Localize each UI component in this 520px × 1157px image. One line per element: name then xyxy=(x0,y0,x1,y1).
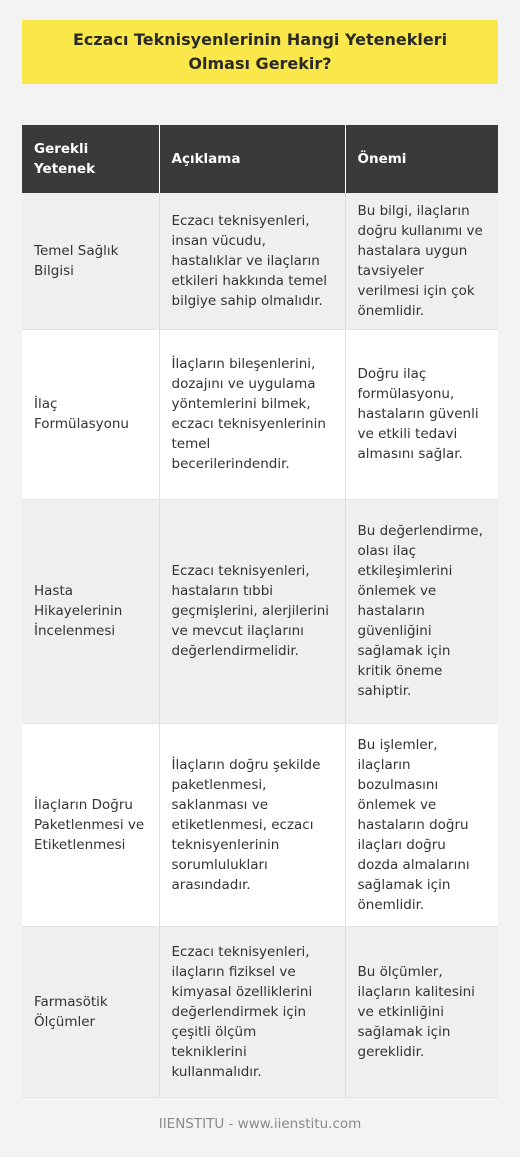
table-row xyxy=(22,723,498,926)
importance-cell: Doğru ilaç formülasyonu, hastaların güvenli ve etkili tedavi almasını sağlar. xyxy=(345,329,498,499)
skill-cell: İlaç Formülasyonu xyxy=(22,329,159,499)
importance-cell: Bu işlemler, ilaçların bozulmasını önlemek ve hastaların doğru ilaçları doğru dozda almalarını sağlamak için önemlidir. xyxy=(345,723,498,926)
skill-cell: Farmasötik Ölçümler xyxy=(22,926,159,1097)
table-row xyxy=(22,926,498,1097)
table-row xyxy=(22,499,498,723)
skill-cell: Temel Sağlık Bilgisi xyxy=(22,193,159,329)
description-cell: Eczacı teknisyenleri, ilaçların fiziksel ve kimyasal özelliklerini değerlendirmek için çeşitli ölçüm tekniklerini kullanmalıdır. xyxy=(159,926,345,1097)
skill-cell: İlaçların Doğru Paketlenmesi ve Etiketlenmesi xyxy=(22,723,159,926)
description-cell: Eczacı teknisyenleri, hastaların tıbbi geçmişlerini, alerjilerini ve mevcut ilaçlarını değerlendirmelidir. xyxy=(159,499,345,723)
table-header-row xyxy=(22,125,498,193)
importance-cell: Bu değerlendirme, olası ilaç etkileşimlerini önlemek ve hastaların güvenliğini sağlamak için kritik öneme sahiptir. xyxy=(345,499,498,723)
skills-table xyxy=(22,125,498,1098)
header-description: Açıklama xyxy=(159,125,345,193)
page-title: Eczacı Teknisyenlerinin Hangi Yetenekleri Olması Gerekir? xyxy=(72,30,448,73)
importance-cell: Bu bilgi, ilaçların doğru kullanımı ve hastalara uygun tavsiyeler verilmesi için çok önemlidir. xyxy=(345,193,498,329)
footer-credit: IIENSTITU - www.iienstitu.com xyxy=(158,1116,362,1132)
header-importance: Önemi xyxy=(345,125,498,193)
importance-cell: Bu ölçümler, ilaçların kalitesini ve etkinliğini sağlamak için gereklidir. xyxy=(345,926,498,1097)
description-cell: İlaçların doğru şekilde paketlenmesi, saklanması ve etiketlenmesi, eczacı teknisyenlerinin sorumlulukları arasındadır. xyxy=(159,723,345,926)
table-row xyxy=(22,329,498,499)
description-cell: Eczacı teknisyenleri, insan vücudu, hastalıklar ve ilaçların etkileri hakkında temel bilgiye sahip olmalıdır. xyxy=(159,193,345,329)
description-cell: İlaçların bileşenlerini, dozajını ve uygulama yöntemlerini bilmek, eczacı teknisyenlerinin temel becerilerindendir. xyxy=(159,329,345,499)
header-skill: Gerekli Yetenek xyxy=(22,125,159,193)
title-banner xyxy=(22,20,498,84)
skill-cell: Hasta Hikayelerinin İncelenmesi xyxy=(22,499,159,723)
table-row xyxy=(22,193,498,329)
